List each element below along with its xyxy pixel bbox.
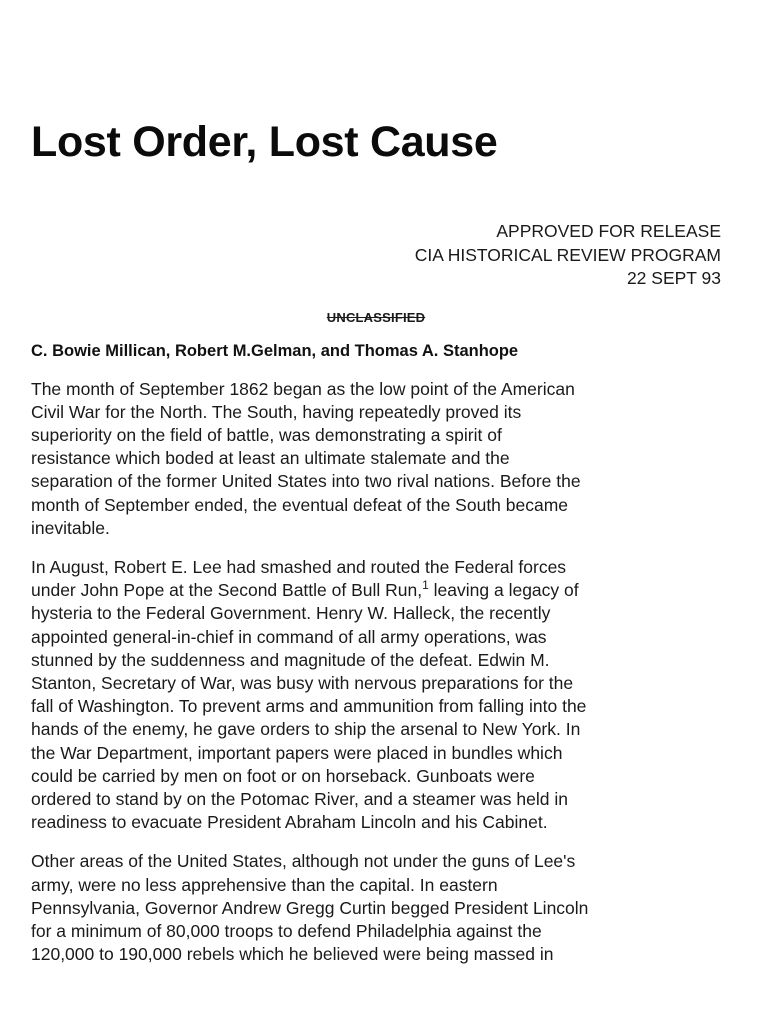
text-line xyxy=(31,579,721,602)
text-line: The month of September 1862 began as the low point of the American xyxy=(31,378,575,399)
release-line-program: CIA HISTORICAL REVIEW PROGRAM xyxy=(414,244,721,265)
text-line: for a minimum of 80,000 troops to defend Philadelphia against the xyxy=(31,920,542,941)
text-line: army, were no less apprehensive than the capital. In eastern xyxy=(31,874,498,895)
text-line: hysteria to the Federal Government. Henry W. Halleck, the recently xyxy=(31,603,551,624)
text-line: appointed general-in-chief in command of all army operations, was xyxy=(31,626,547,647)
text-line: stunned by the suddenness and magnitude of the defeat. Edwin M. xyxy=(31,649,550,670)
text-line: In August, Robert E. Lee had smashed and routed the Federal forces xyxy=(31,556,567,577)
paragraph-3 xyxy=(31,850,721,966)
author-line: C. Bowie Millican, Robert M.Gelman, and Thomas A. Stanhope xyxy=(31,341,519,360)
document-page xyxy=(31,0,721,982)
text-line: hands of the enemy, he gave orders to ship the arsenal to New York. In xyxy=(31,719,581,740)
text-line: Civil War for the North. The South, having repeatedly proved its xyxy=(31,401,522,422)
paragraph-2 xyxy=(31,556,721,834)
release-line-date: 22 SEPT 93 xyxy=(626,268,721,288)
classification-marking: UNCLASSIFIED xyxy=(326,309,426,325)
text-line: Stanton, Secretary of War, was busy with nervous preparations for the xyxy=(31,672,574,693)
text-line: inevitable. xyxy=(31,517,110,538)
text-line: month of September ended, the eventual defeat of the South became xyxy=(31,494,569,515)
text-line: the War Department, important papers were placed in bundles which xyxy=(31,742,563,763)
text-segment: under John Pope at the Second Battle of Bull Run, xyxy=(31,580,423,601)
text-line: fall of Washington. To prevent arms and ammunition from falling into the xyxy=(31,696,587,717)
text-line: ordered to stand by on the Potomac River, and a steamer was held in xyxy=(31,788,568,809)
text-line: Pennsylvania, Governor Andrew Gregg Curtin begged President Lincoln xyxy=(31,897,589,918)
text-line: superiority on the field of battle, was demonstrating a spirit of xyxy=(31,424,502,445)
text-line: 120,000 to 190,000 rebels which he believed were being massed in xyxy=(31,944,554,965)
text-line: Other areas of the United States, although not under the guns of Lee's xyxy=(31,851,576,872)
text-segment: leaving a legacy of xyxy=(428,580,579,601)
document-title: Lost Order, Lost Cause xyxy=(31,118,498,166)
article-body xyxy=(31,378,721,967)
text-line: separation of the former United States into two rival nations. Before the xyxy=(31,471,581,492)
release-stamp xyxy=(31,220,721,291)
text-line: readiness to evacuate President Abraham Lincoln and his Cabinet. xyxy=(31,812,548,833)
text-line: resistance which boded at least an ultimate stalemate and the xyxy=(31,448,510,469)
text-line: could be carried by men on foot or on horseback. Gunboats were xyxy=(31,765,535,786)
paragraph-1 xyxy=(31,378,721,540)
footnote-marker[interactable]: 1 xyxy=(422,578,429,593)
release-line-approved: APPROVED FOR RELEASE xyxy=(496,221,721,241)
